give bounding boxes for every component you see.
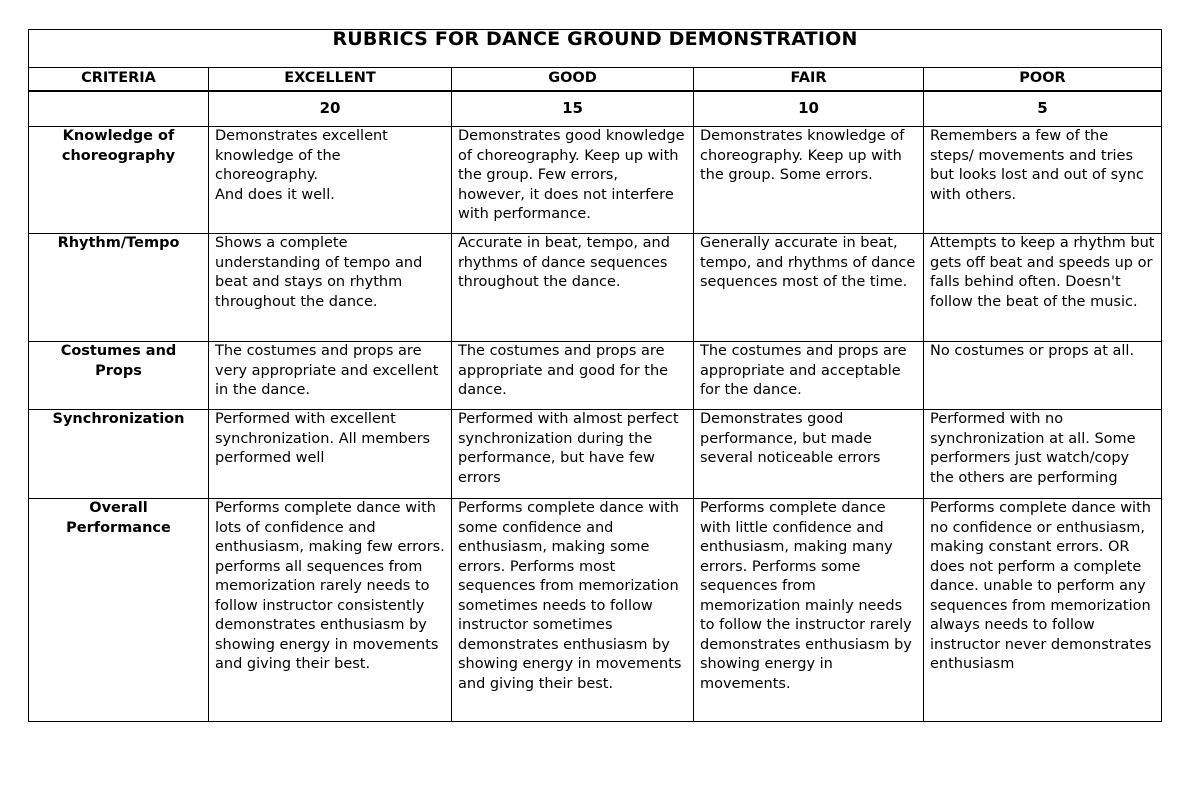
good-cell: Performed with almost perfect synchronization during the performance, but have few errors bbox=[452, 410, 694, 499]
good-cell: Performs complete dance with some confidence and enthusiasm, making some errors. Performs most sequences from memorization sometimes needs to follow instructor sometimes demonstrates enthusiasm by showing energy in movements and giving their best. bbox=[452, 499, 694, 722]
poor-cell: Performs complete dance with no confidence or enthusiasm, making constant errors. OR does not perform a complete dance. unable to perform any sequences from memorization always needs to follow instructor never demonstrates enthusiasm bbox=[924, 499, 1162, 722]
points-row bbox=[29, 91, 1162, 127]
criterion-cell: Costumes and Props bbox=[29, 342, 209, 410]
fair-cell: Demonstrates good performance, but made several noticeable errors bbox=[694, 410, 924, 499]
table-row bbox=[29, 127, 1162, 234]
header-criteria: CRITERIA bbox=[29, 68, 209, 92]
poor-cell: Remembers a few of the steps/ movements and tries but looks lost and out of sync with others. bbox=[924, 127, 1162, 234]
table-row bbox=[29, 410, 1162, 499]
table-row bbox=[29, 234, 1162, 342]
fair-cell: The costumes and props are appropriate and acceptable for the dance. bbox=[694, 342, 924, 410]
excellent-cell: Performs complete dance with lots of confidence and enthusiasm, making few errors. performs all sequences from memorization rarely needs to follow instructor consistently demonstrates enthusiasm by showing energy in movements and giving their best. bbox=[209, 499, 452, 722]
excellent-cell: Demonstrates excellent knowledge of the choreography. And does it well. bbox=[209, 127, 452, 234]
excellent-cell: The costumes and props are very appropriate and excellent in the dance. bbox=[209, 342, 452, 410]
points-excellent: 20 bbox=[209, 91, 452, 127]
header-excellent: EXCELLENT bbox=[209, 68, 452, 92]
criterion-cell: Synchronization bbox=[29, 410, 209, 499]
good-cell: Accurate in beat, tempo, and rhythms of dance sequences throughout the dance. bbox=[452, 234, 694, 342]
table-row bbox=[29, 342, 1162, 410]
excellent-cell: Performed with excellent synchronization. All members performed well bbox=[209, 410, 452, 499]
header-poor: POOR bbox=[924, 68, 1162, 92]
criterion-cell: Knowledge of choreography bbox=[29, 127, 209, 234]
poor-cell: Attempts to keep a rhythm but gets off beat and speeds up or falls behind often. Doesn't follow the beat of the music. bbox=[924, 234, 1162, 342]
points-fair: 10 bbox=[694, 91, 924, 127]
rubric-table bbox=[28, 29, 1162, 722]
fair-cell: Performs complete dance with little confidence and enthusiasm, making many errors. Performs some sequences from memorization mainly needs to follow the instructor rarely demonstrates enthusiasm by showing energy in movements. bbox=[694, 499, 924, 722]
criterion-cell: Overall Performance bbox=[29, 499, 209, 722]
page-title: RUBRICS FOR DANCE GROUND DEMONSTRATION bbox=[29, 30, 1162, 68]
points-criteria bbox=[29, 91, 209, 127]
header-row bbox=[29, 68, 1162, 92]
fair-cell: Demonstrates knowledge of choreography. Keep up with the group. Some errors. bbox=[694, 127, 924, 234]
criterion-cell: Rhythm/Tempo bbox=[29, 234, 209, 342]
fair-cell: Generally accurate in beat, tempo, and rhythms of dance sequences most of the time. bbox=[694, 234, 924, 342]
excellent-cell: Shows a complete understanding of tempo and beat and stays on rhythm throughout the dance. bbox=[209, 234, 452, 342]
points-good: 15 bbox=[452, 91, 694, 127]
poor-cell: No costumes or props at all. bbox=[924, 342, 1162, 410]
good-cell: The costumes and props are appropriate and good for the dance. bbox=[452, 342, 694, 410]
table-row bbox=[29, 499, 1162, 722]
points-poor: 5 bbox=[924, 91, 1162, 127]
title-row bbox=[29, 30, 1162, 68]
header-good: GOOD bbox=[452, 68, 694, 92]
good-cell: Demonstrates good knowledge of choreography. Keep up with the group. Few errors, however, it does not interfere with performance. bbox=[452, 127, 694, 234]
header-fair: FAIR bbox=[694, 68, 924, 92]
poor-cell: Performed with no synchronization at all. Some performers just watch/copy the others are performing bbox=[924, 410, 1162, 499]
